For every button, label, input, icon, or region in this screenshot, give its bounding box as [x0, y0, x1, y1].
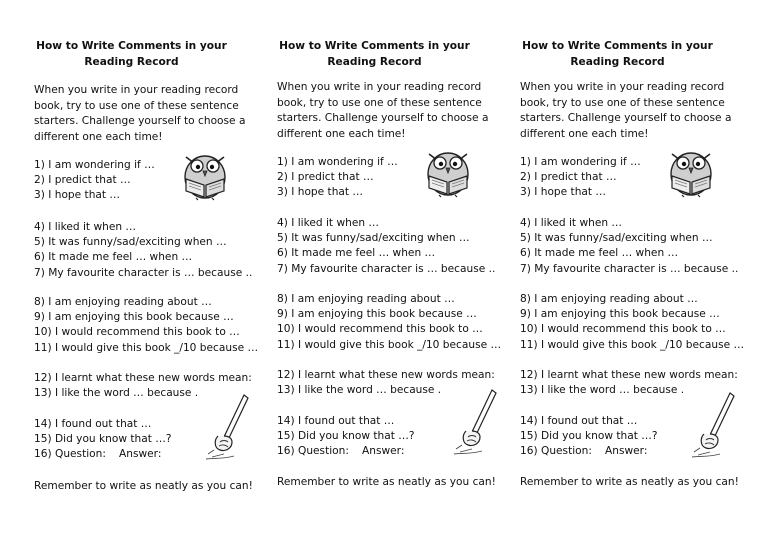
sentence-starter: 1) I am wondering if …: [520, 156, 641, 168]
starter-group-opinion: [520, 292, 752, 353]
sentence-starter: 2) I predict that …: [34, 174, 131, 187]
sentence-starter: 5) It was funny/sad/exciting when …: [34, 236, 227, 249]
sentence-starter: 15) Did you know that …?: [520, 430, 658, 443]
sentence-starter: 4) I liked it when …: [520, 217, 623, 229]
sentence-starter: 8) I am enjoying reading about …: [34, 296, 212, 308]
sentence-starter: 12) I learnt what these new words mean:: [520, 369, 738, 381]
sentence-starter: 8) I am enjoying reading about …: [520, 293, 698, 305]
starter-group-feelings: [34, 220, 266, 281]
answer-label: Answer:: [362, 445, 405, 458]
starter-group-feelings: [520, 216, 752, 277]
owl-reading-book-icon: [174, 145, 236, 201]
sentence-starter: 10) I would recommend this book to …: [277, 323, 483, 336]
sentence-starter: 6) It made me feel … when …: [520, 247, 679, 260]
sentence-starter: 12) I learnt what these new words mean:: [277, 369, 495, 381]
sentence-starter: 11) I would give this book _/10 because …: [34, 341, 259, 354]
sentence-starter: 15) Did you know that …?: [277, 430, 415, 443]
owl-reading-book-icon: [660, 142, 722, 198]
intro-paragraph: When you write in your reading record book, try to use one of these sentence starters. Challenge yourself to choose a different one each time!: [34, 84, 246, 143]
sentence-starter: 5) It was funny/sad/exciting when …: [520, 232, 713, 245]
sentence-starter: 7) My favourite character is … because ..: [520, 262, 739, 275]
leaflet-title: How to Write Comments in your Reading Record: [279, 40, 470, 68]
hand-writing-pencil-icon: [452, 387, 500, 457]
sentence-starter: 3) I hope that …: [520, 186, 607, 199]
answer-label: Answer:: [605, 445, 648, 458]
sentence-starter: 7) My favourite character is … because ..: [34, 266, 253, 279]
sentence-starter: 5) It was funny/sad/exciting when …: [277, 232, 470, 245]
intro-paragraph: When you write in your reading record book, try to use one of these sentence starters. Challenge yourself to choose a different one each time!: [277, 81, 489, 140]
starter-group-opinion: [34, 295, 266, 356]
leaflet-title: How to Write Comments in your Reading Record: [36, 40, 227, 68]
sentence-starter: 8) I am enjoying reading about …: [277, 293, 455, 305]
sentence-starter: 14) I found out that …: [277, 415, 395, 427]
sentence-starter: 6) It made me feel … when …: [34, 251, 193, 264]
leaflet-title: How to Write Comments in your Reading Record: [522, 40, 713, 68]
question-label: 16) Question:: [34, 448, 106, 461]
sentence-starter: 13) I like the word … because .: [277, 384, 442, 397]
question-label: 16) Question:: [277, 445, 349, 458]
sentence-starter: 2) I predict that …: [277, 171, 374, 184]
sentence-starter: 13) I like the word … because .: [34, 387, 199, 400]
sentence-starter: 3) I hope that …: [277, 186, 364, 199]
sentence-starter: 9) I am enjoying this book because …: [520, 308, 720, 321]
footer-reminder: Remember to write as neatly as you can!: [277, 476, 496, 488]
sentence-starter: 11) I would give this book _/10 because …: [520, 338, 745, 351]
sentence-starter: 12) I learnt what these new words mean:: [34, 372, 252, 384]
sentence-starter: 15) Did you know that …?: [34, 433, 172, 446]
sentence-starter: 11) I would give this book _/10 because …: [277, 338, 502, 351]
sentence-starter: 9) I am enjoying this book because …: [34, 311, 234, 324]
sentence-starter: 13) I like the word … because .: [520, 384, 685, 397]
owl-reading-book-icon: [417, 142, 479, 198]
question-label: 16) Question:: [520, 445, 592, 458]
sentence-starter: 9) I am enjoying this book because …: [277, 308, 477, 321]
sentence-starter: 14) I found out that …: [34, 418, 152, 430]
starter-group-feelings: [277, 216, 509, 277]
hand-writing-pencil-icon: [204, 392, 252, 462]
answer-label: Answer:: [119, 448, 162, 461]
starter-group-opinion: [277, 292, 509, 353]
sentence-starter: 6) It made me feel … when …: [277, 247, 436, 260]
hand-writing-pencil-icon: [690, 390, 738, 460]
intro-paragraph: When you write in your reading record book, try to use one of these sentence starters. Challenge yourself to choose a different one each time!: [520, 81, 732, 140]
footer-reminder: Remember to write as neatly as you can!: [520, 476, 739, 488]
sentence-starter: 4) I liked it when …: [277, 217, 380, 229]
sentence-starter: 1) I am wondering if …: [277, 156, 398, 168]
sentence-starter: 10) I would recommend this book to …: [34, 326, 240, 339]
sentence-starter: 10) I would recommend this book to …: [520, 323, 726, 336]
sentence-starter: 1) I am wondering if …: [34, 159, 155, 171]
sentence-starter: 14) I found out that …: [520, 415, 638, 427]
sentence-starter: 7) My favourite character is … because ..: [277, 262, 496, 275]
footer-reminder: Remember to write as neatly as you can!: [34, 480, 253, 492]
sentence-starter: 4) I liked it when …: [34, 221, 137, 233]
sentence-starter: 2) I predict that …: [520, 171, 617, 184]
sentence-starter: 3) I hope that …: [34, 189, 121, 202]
